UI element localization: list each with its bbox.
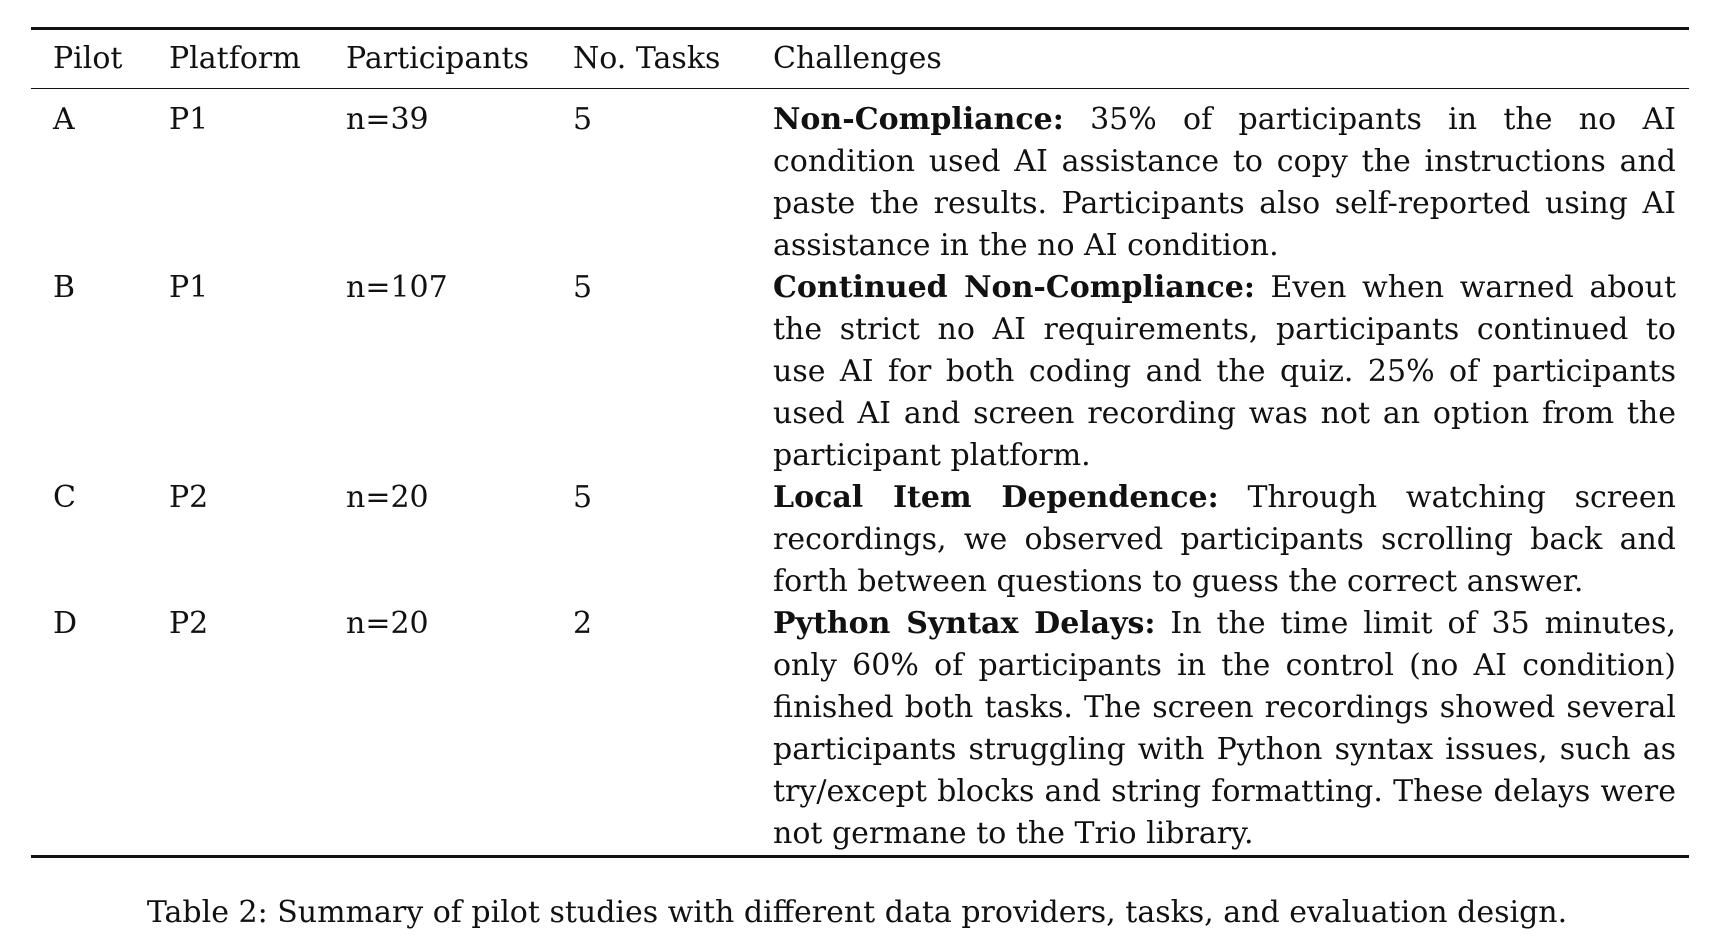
row-participants: n=20 [346,606,429,641]
table-header-row [31,30,1689,88]
row-participants: n=39 [346,102,429,137]
challenge-title: Python Syntax Delays: [773,606,1156,641]
row-pilot: C [53,480,76,515]
header-participants: Participants [346,41,529,76]
header-platform: Platform [169,41,301,76]
row-challenge [773,603,1676,855]
challenge-title: Local Item Dependence: [773,480,1219,515]
row-pilot: A [53,102,75,137]
challenge-title: Continued Non-Compliance: [773,270,1255,305]
row-platform: P2 [169,606,209,641]
row-participants: n=107 [346,270,448,305]
row-platform: P1 [169,102,209,137]
table-row [31,267,1689,477]
row-tasks: 5 [573,480,593,515]
table-bottom-rule [31,855,1689,858]
row-tasks: 5 [573,270,593,305]
row-pilot: B [53,270,76,305]
header-pilot: Pilot [53,41,123,76]
challenge-text: In the time limit of 35 minutes, only 60% of participants in the control (no AI condition) finished both tasks. The screen recordings showed several participants struggling with Python syntax issues, such as try/except blocks and string formatting. These delays were not germane to the Trio library. [773,606,1676,851]
challenge-text: 35% of participants in the no AI condition used AI assistance to copy the instructions and paste the results. Participants also self-reported using AI assistance in the no AI condition. [773,102,1676,263]
table-row [31,89,1689,267]
header-tasks: No. Tasks [573,41,721,76]
row-participants: n=20 [346,480,429,515]
row-tasks: 5 [573,102,593,137]
challenge-text: Even when warned about the strict no AI requirements, participants continued to use AI for both coding and the quiz. 25% of participants used AI and screen recording was not an option from the participant platform. [773,270,1676,473]
row-pilot: D [53,606,78,641]
table-caption: Table 2: Summary of pilot studies with different data providers, tasks, and evaluation design. [146,895,1568,930]
row-tasks: 2 [573,606,593,641]
row-platform: P1 [169,270,209,305]
row-platform: P2 [169,480,209,515]
row-challenge [773,267,1676,477]
pilot-summary-table [31,27,1689,858]
row-challenge [773,99,1676,267]
challenge-title: Non-Compliance: [773,102,1064,137]
table-row [31,477,1689,603]
table-row [31,603,1689,855]
challenge-text: Through watching screen recordings, we observed participants scrolling back and forth between questions to guess the correct answer. [773,480,1676,599]
row-challenge [773,477,1676,603]
header-challenges: Challenges [773,41,942,76]
